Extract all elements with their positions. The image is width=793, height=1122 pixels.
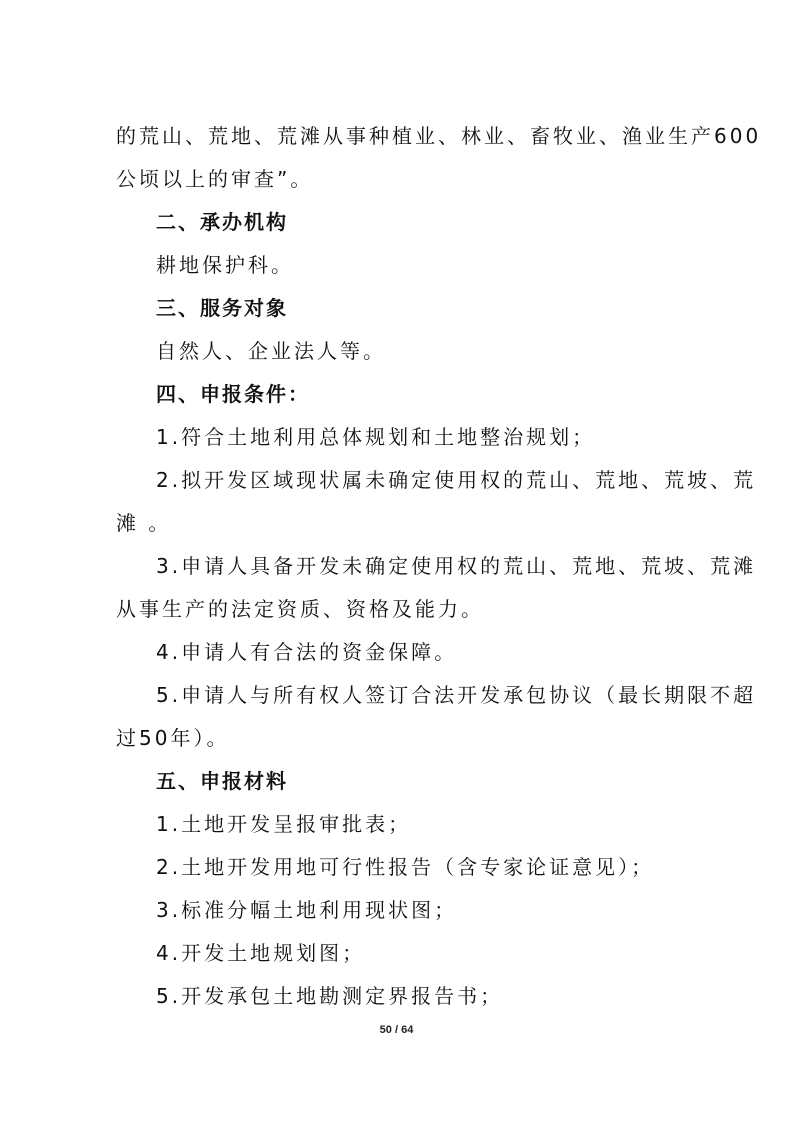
list-item: 1.土地开发呈报审批表；	[156, 812, 412, 836]
list-item-continuation: 过50年）。	[116, 726, 230, 750]
list-item: 5.开发承包土地勘测定界报告书；	[156, 984, 504, 1008]
page-number: 50 / 64	[379, 1024, 414, 1036]
text-line: 的荒山、荒地、荒滩从事种植业、林业、畜牧业、渔业生产600	[116, 124, 762, 148]
section-heading: 五、申报材料	[156, 769, 288, 793]
text-line: 公顷以上的审查”。	[116, 167, 314, 191]
list-item-continuation: 滩 。	[116, 511, 172, 535]
list-item: 2.土地开发用地可行性报告（含专家论证意见）；	[156, 855, 655, 879]
section-heading: 四、申报条件：	[156, 382, 310, 406]
list-item: 4.申请人有合法的资金保障。	[156, 640, 458, 664]
list-item: 3.申请人具备开发未确定使用权的荒山、荒地、荒坡、荒滩	[156, 554, 757, 578]
section-heading: 二、承办机构	[156, 210, 288, 234]
document-body	[116, 115, 762, 1018]
list-item: 5.申请人与所有权人签订合法开发承包协议（最长期限不超	[156, 683, 757, 707]
text-line: 自然人、企业法人等。	[156, 339, 386, 363]
list-item: 2.拟开发区域现状属未确定使用权的荒山、荒地、荒坡、荒	[156, 468, 757, 492]
list-item: 3.标准分幅土地利用现状图；	[156, 898, 458, 922]
section-heading: 三、服务对象	[156, 296, 288, 320]
list-item: 1.符合土地利用总体规划和土地整治规划；	[156, 425, 596, 449]
list-item: 4.开发土地规划图；	[156, 941, 366, 965]
text-line: 耕地保护科。	[156, 253, 294, 277]
list-item-continuation: 从事生产的法定资质、资格及能力。	[116, 597, 484, 621]
